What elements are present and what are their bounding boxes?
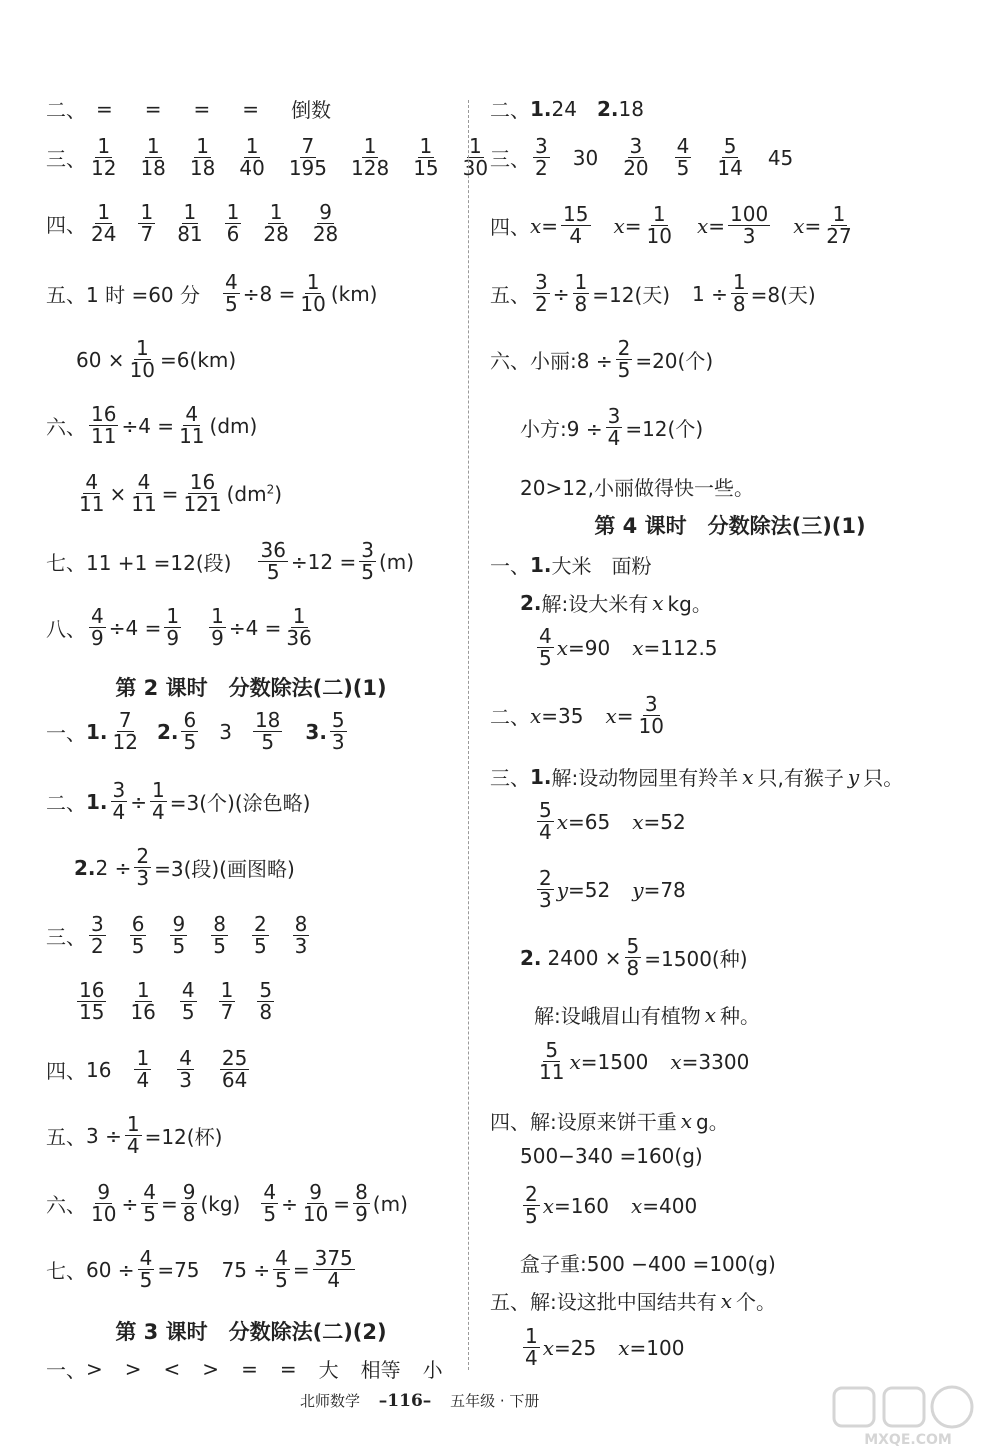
fraction: $\frac{4}{5}$ xyxy=(143,1180,156,1226)
fraction: $\frac{3}{20}$ xyxy=(623,134,649,180)
fraction: $\frac{7}{195}$ xyxy=(288,134,327,180)
answer-row: 小方:9 ÷ $\frac{3}{4}$ =12(个) xyxy=(520,404,704,450)
fraction: $\frac{1}{18}$ xyxy=(189,134,216,180)
section-label: 三、 xyxy=(490,766,530,790)
answer-row: $\frac{2}{5}$ x =160 x =400 xyxy=(525,1182,698,1228)
fraction: $\frac{5}{14}$ xyxy=(717,134,743,180)
fraction: $\frac{1}{15}$ xyxy=(413,134,439,180)
fraction: $\frac{1}{6}$ xyxy=(226,200,240,246)
page-footer xyxy=(300,1390,539,1411)
answer-row: 20>12,小丽做得快一些。 xyxy=(520,476,755,500)
answer-row: 2. 2400 × $\frac{5}{8}$ =1500(种) xyxy=(520,934,748,980)
fraction: $\frac{4}{5}$ xyxy=(263,1180,277,1226)
answer-row: $\frac{4}{5}$ x =90 x =112.5 xyxy=(539,624,718,670)
fraction: $\frac{5}{4}$ xyxy=(539,798,552,844)
fraction: $\frac{3}{2}$ xyxy=(535,270,548,316)
fraction: $\frac{7}{12}$ xyxy=(112,708,138,754)
fraction: $\frac{1}{8}$ xyxy=(732,270,746,316)
fraction: $\frac{4}{5}$ xyxy=(275,1246,288,1292)
section-label: 一、 xyxy=(46,721,86,745)
section-label: 二、 xyxy=(46,98,86,122)
section-label: 一、 xyxy=(46,1358,86,1382)
answer-row: 二、 x =35 x = $\frac{3}{10}$ xyxy=(490,692,664,738)
section-label: 一、 xyxy=(490,554,530,578)
answer-row: 一、 1. $\frac{7}{12}$ 2. $\frac{6}{5}$ 3 $\frac{18}{5}$ 3. $\frac{5}{3}$ xyxy=(46,708,345,754)
answer-row: 三、 $\frac{3}{2}$ 30 $\frac{3}{20}$ $\frac{4}{5}$ $\frac{5}{14}$ 45 xyxy=(490,134,794,180)
fraction: $\frac{3}{4}$ xyxy=(112,778,126,824)
fraction: $\frac{1}{40}$ xyxy=(239,134,265,180)
section-label: 三、 xyxy=(46,925,86,949)
fraction: $\frac{1}{4}$ xyxy=(126,1112,140,1158)
fraction: $\frac{1}{12}$ xyxy=(91,134,117,180)
fraction: $\frac{1}{36}$ xyxy=(286,604,312,650)
answer-row: 五、 3 ÷ $\frac{1}{4}$ =12(杯) xyxy=(46,1112,223,1158)
fraction: $\frac{3}{5}$ xyxy=(361,538,374,584)
answer-row: 四、 解:设原来饼干重 x g。 xyxy=(490,1106,729,1135)
fraction: $\frac{9}{5}$ xyxy=(172,912,186,958)
section-label: 五、 xyxy=(490,1290,530,1314)
answer-row: 一、 > > < > = = 大 相等 小 xyxy=(46,1354,443,1383)
fraction: $\frac{1}{81}$ xyxy=(177,200,203,246)
section-label: 五、 xyxy=(490,283,530,307)
fraction: $\frac{1}{10}$ xyxy=(300,270,326,316)
answer-row: 二、 1. $\frac{3}{4}$ ÷ $\frac{1}{4}$ =3(个)(涂色略) xyxy=(46,778,311,824)
fraction: $\frac{6}{5}$ xyxy=(131,912,145,958)
section-label: 四、 xyxy=(46,1059,86,1083)
answer-row: 八、 $\frac{4}{9}$ ÷4 = $\frac{1}{9}$ $\frac{1}{9}$ ÷4 = $\frac{1}{36}$ xyxy=(46,604,312,650)
fraction: $\frac{2}{3}$ xyxy=(136,844,150,890)
answer-row: $\frac{5}{4}$ x =65 x =52 xyxy=(539,798,686,844)
fraction: $\frac{15}{4}$ xyxy=(563,202,589,248)
fraction: $\frac{16}{121}$ xyxy=(183,470,222,516)
fraction: $\frac{25}{64}$ xyxy=(221,1046,248,1092)
fraction: $\frac{1}{4}$ xyxy=(136,1046,150,1092)
answer-row: 四、 x = $\frac{15}{4}$ x = $\frac{1}{10}$ x = $\frac{100}{3}$ x = $\frac{1}{27}$ xyxy=(490,202,852,248)
fraction: $\frac{1}{24}$ xyxy=(91,200,117,246)
answer-row: 500−340 =160(g) xyxy=(520,1144,703,1168)
fraction: $\frac{1}{4}$ xyxy=(525,1324,538,1370)
section-label: 四、 xyxy=(46,213,86,237)
section-label: 四、 xyxy=(490,1110,530,1134)
fraction: $\frac{8}{3}$ xyxy=(294,912,308,958)
fraction: $\frac{1}{27}$ xyxy=(826,202,852,248)
book-title: 北师数学 xyxy=(300,1392,361,1410)
fraction: $\frac{1}{16}$ xyxy=(130,978,156,1024)
answer-row xyxy=(46,202,343,245)
answer-row: $\frac{2}{3}$ y =52 y =78 xyxy=(539,866,686,912)
answer-row: 二、 1. 24 2. 18 xyxy=(490,94,644,123)
page-number: –116– xyxy=(378,1391,432,1411)
fraction: $\frac{1}{9}$ xyxy=(166,604,180,650)
fraction: $\frac{100}{3}$ xyxy=(730,202,769,248)
answer-row xyxy=(74,980,277,1023)
fraction: $\frac{9}{8}$ xyxy=(182,1180,196,1226)
section-label: 六、 xyxy=(46,415,86,439)
fraction: $\frac{8}{5}$ xyxy=(213,912,226,958)
fraction: $\frac{4}{3}$ xyxy=(179,1046,192,1092)
fraction: $\frac{4}{11}$ xyxy=(79,470,105,516)
answer-row: 四、 16 $\frac{1}{4}$ $\frac{4}{3}$ $\frac{25}{64}$ xyxy=(46,1046,248,1092)
answer-row xyxy=(46,914,312,957)
fraction: $\frac{4}{11}$ xyxy=(179,402,205,448)
fraction: $\frac{9}{10}$ xyxy=(91,1180,117,1226)
answer-row: 2. 2 ÷ $\frac{2}{3}$ =3(段)(画图略) xyxy=(74,844,295,890)
fraction: $\frac{1}{8}$ xyxy=(574,270,588,316)
fraction: $\frac{4}{5}$ xyxy=(181,978,195,1024)
fraction: $\frac{9}{10}$ xyxy=(302,1180,329,1226)
answer-row: 五、 $\frac{3}{2}$ ÷ $\frac{1}{8}$ =12(天) 1 ÷ $\frac{1}{8}$ =8(天) xyxy=(490,270,816,316)
grade-label: 五年级 · 下册 xyxy=(450,1392,540,1410)
section-label: 二、 xyxy=(46,791,86,815)
fraction: $\frac{16}{11}$ xyxy=(91,402,117,448)
fraction: $\frac{3}{4}$ xyxy=(607,404,621,450)
fraction: $\frac{4}{9}$ xyxy=(91,604,104,650)
fraction: $\frac{1}{4}$ xyxy=(152,778,165,824)
fraction: $\frac{36}{5}$ xyxy=(260,538,286,584)
lesson-heading: 第 4 课时 分数除法(三)(1) xyxy=(594,514,866,538)
answer-row: 六、 $\frac{16}{11}$ ÷4 = $\frac{4}{11}$ (dm) xyxy=(46,402,258,448)
fraction: $\frac{9}{28}$ xyxy=(312,200,339,246)
section-label: 二、 xyxy=(490,98,530,122)
section-label: 四、 xyxy=(490,215,530,239)
answer-row: 七、 11 +1 =12(段) $\frac{36}{5}$ ÷12 = $\frac{3}{5}$ (m) xyxy=(46,538,415,584)
answer-row: 二、 = = = = 倒数 xyxy=(46,94,331,123)
watermark-text: MXQE.COM xyxy=(864,1432,952,1448)
answer-row: $\frac{4}{11}$ × $\frac{4}{11}$ = $\frac{16}{121}$ $(dm^2)$ xyxy=(79,470,283,516)
fraction: $\frac{2}{5}$ xyxy=(253,912,267,958)
answer-row xyxy=(46,136,493,179)
section-label: 七、 xyxy=(46,1259,86,1283)
answer-row: 五、 解:设这批中国结共有 x 个。 xyxy=(490,1286,776,1315)
section-label: 六、 xyxy=(490,349,530,373)
section-label: 七、 xyxy=(46,551,86,575)
fraction: $\frac{5}{11}$ xyxy=(539,1038,565,1084)
answer-row: 六、 小丽:8 ÷ $\frac{2}{5}$ =20(个) xyxy=(490,336,714,382)
fraction: $\frac{1}{128}$ xyxy=(351,134,390,180)
answer-row: 解:设峨眉山有植物 x 种。 xyxy=(534,1002,761,1028)
answer-row: $\frac{1}{4}$ x =25 x =100 xyxy=(525,1324,685,1370)
fraction: $\frac{4}{5}$ xyxy=(139,1246,153,1292)
column-divider xyxy=(468,100,469,1370)
fraction: $\frac{2}{5}$ xyxy=(525,1182,538,1228)
answer-row: 三、 1. 解:设动物园里有羚羊 x 只,有猴子 y 只。 xyxy=(490,762,903,791)
fraction: $\frac{4}{5}$ xyxy=(676,134,690,180)
section-label: 六、 xyxy=(46,1193,86,1217)
fraction: $\frac{8}{9}$ xyxy=(355,1180,368,1226)
fraction: $\frac{375}{4}$ xyxy=(314,1246,353,1292)
fraction: $\frac{2}{3}$ xyxy=(539,866,552,912)
answer-row: 五、 1 时 =60 分 $\frac{4}{5}$ ÷8 = $\frac{1}{10}$ (km) xyxy=(46,270,378,316)
answer-row: 一、 1. 大米 面粉 xyxy=(490,550,652,579)
fraction: $\frac{4}{5}$ xyxy=(225,270,238,316)
fraction: $\frac{18}{5}$ xyxy=(254,708,281,754)
fraction: $\frac{1}{18}$ xyxy=(140,134,166,180)
fraction: $\frac{4}{11}$ xyxy=(131,470,157,516)
section-label: 五、 xyxy=(46,1125,86,1149)
fraction: $\frac{1}{9}$ xyxy=(211,604,224,650)
answer-row: 盒子重:500 −400 =100(g) xyxy=(520,1252,776,1276)
fraction: $\frac{5}{3}$ xyxy=(331,708,345,754)
fraction: $\frac{16}{15}$ xyxy=(79,978,105,1024)
fraction: $\frac{3}{2}$ xyxy=(535,134,548,180)
fraction: $\frac{1}{30}$ xyxy=(462,134,489,180)
fraction: $\frac{1}{10}$ xyxy=(129,336,156,382)
fraction: $\frac{2}{5}$ xyxy=(617,336,631,382)
section-label: 三、 xyxy=(490,147,530,171)
lesson-heading: 第 2 课时 分数除法(二)(1) xyxy=(115,676,387,700)
section-label: 三、 xyxy=(46,147,86,171)
fraction: $\frac{1}{10}$ xyxy=(646,202,672,248)
fraction: $\frac{1}{28}$ xyxy=(263,200,289,246)
fraction: $\frac{1}{7}$ xyxy=(220,978,234,1024)
fraction: $\frac{5}{8}$ xyxy=(626,934,640,980)
fraction: $\frac{4}{5}$ xyxy=(539,624,552,670)
fraction: $\frac{3}{10}$ xyxy=(638,692,664,738)
answer-row: 六、 $\frac{9}{10}$ ÷ $\frac{4}{5}$ = $\frac{9}{8}$ (kg) $\frac{4}{5}$ ÷ $\frac{9}{10}$ = $\frac{8}{9}$ (m) xyxy=(46,1180,408,1226)
answer-row: 2. 解:设大米有 x kg。 xyxy=(520,590,712,616)
fraction: $\frac{6}{5}$ xyxy=(183,708,197,754)
watermark-logo-icon xyxy=(828,1384,988,1448)
answer-row: 60 × $\frac{1}{10}$ =6(km) xyxy=(76,336,237,382)
section-label: 八、 xyxy=(46,617,86,641)
fraction: $\frac{5}{8}$ xyxy=(259,978,273,1024)
fraction: $\frac{1}{7}$ xyxy=(140,200,154,246)
answer-row: 七、 60 ÷ $\frac{4}{5}$ =75 75 ÷ $\frac{4}{5}$ = $\frac{375}{4}$ xyxy=(46,1246,353,1292)
section-label: 五、 xyxy=(46,283,86,307)
lesson-heading: 第 3 课时 分数除法(二)(2) xyxy=(115,1320,387,1344)
fraction: $\frac{3}{2}$ xyxy=(91,912,104,958)
answer-row: $\frac{5}{11}$ x =1500 x =3300 xyxy=(539,1038,750,1084)
section-label: 二、 xyxy=(490,705,530,729)
